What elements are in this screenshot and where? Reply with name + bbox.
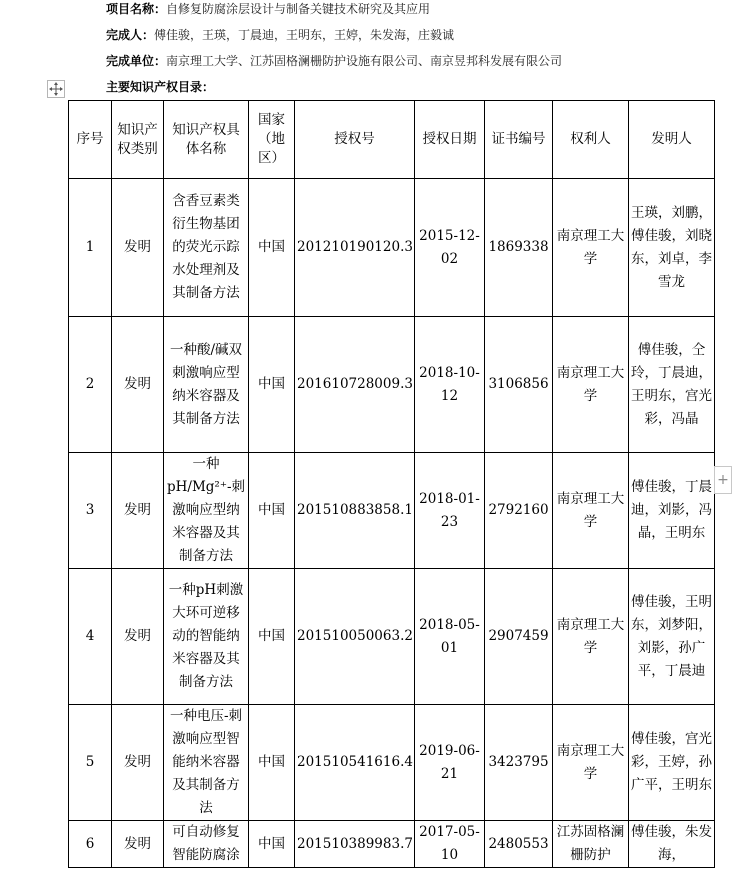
cell-no: 6 — [69, 821, 112, 868]
cell-name: 一种pH刺激大环可逆移动的智能纳米容器及其制备方法 — [164, 569, 249, 705]
table-row — [69, 569, 715, 705]
cell-country: 中国 — [249, 453, 295, 569]
cell-cert-no: 2907459 — [485, 569, 553, 705]
cell-inventors: 傅佳骏，宫光彩，王婷，孙广平，王明东 — [629, 705, 715, 821]
cell-auth-date: 2019-06-21 — [415, 705, 485, 821]
cell-inventors: 傅佳骏，丁晨迪，刘影，冯晶，王明东 — [629, 453, 715, 569]
ip-catalog-line — [106, 79, 214, 95]
plus-icon: + — [717, 472, 729, 488]
cell-name: 可自动修复智能防腐涂 — [164, 821, 249, 868]
completers-value: 傅佳骏，王瑛，丁晨迪，王明东，王婷，朱发海，庄毅诚 — [154, 28, 455, 42]
cell-owner: 南京理工大学 — [553, 179, 629, 317]
cell-inventors: 傅佳骏，仝玲，丁晨迪，王明东，宫光彩，冯晶 — [629, 317, 715, 453]
col-header-cert-no: 证书编号 — [485, 101, 553, 179]
col-header-no: 序号 — [69, 101, 112, 179]
cell-auth-date: 2017-05-10 — [415, 821, 485, 868]
cell-country: 中国 — [249, 179, 295, 317]
table-row — [69, 317, 715, 453]
cell-auth-no: 201510541616.4 — [295, 705, 415, 821]
col-header-auth-date: 授权日期 — [415, 101, 485, 179]
cell-auth-no: 201510050063.2 — [295, 569, 415, 705]
completers-label: 完成人： — [106, 28, 155, 42]
col-header-auth-no: 授权号 — [295, 101, 415, 179]
cell-no: 2 — [69, 317, 112, 453]
ip-catalog-label: 主要知识产权目录： — [106, 80, 215, 94]
cell-country: 中国 — [249, 821, 295, 868]
cell-owner: 南京理工大学 — [553, 705, 629, 821]
cell-owner: 南京理工大学 — [553, 453, 629, 569]
cell-auth-date: 2018-10-12 — [415, 317, 485, 453]
cell-cert-no: 3106856 — [485, 317, 553, 453]
cell-name: 一种酸/碱双刺激响应型纳米容器及其制备方法 — [164, 317, 249, 453]
cell-category: 发明 — [112, 705, 164, 821]
cell-cert-no: 2480553 — [485, 821, 553, 868]
cell-name: 一种pH/Mg²⁺-刺激响应型纳米容器及其制备方法 — [164, 453, 249, 569]
cell-auth-no: 201210190120.3 — [295, 179, 415, 317]
add-column-button[interactable] — [714, 466, 732, 494]
col-header-country: 国家（地区） — [249, 101, 295, 179]
col-header-owner: 权利人 — [553, 101, 629, 179]
cell-country: 中国 — [249, 317, 295, 453]
cell-category: 发明 — [112, 569, 164, 705]
cell-owner: 南京理工大学 — [553, 317, 629, 453]
col-header-category: 知识产权类别 — [112, 101, 164, 179]
cell-inventors: 傅佳骏，王明东，刘梦阳，刘影，孙广平，丁晨迪 — [629, 569, 715, 705]
units-line — [106, 53, 562, 69]
project-name-label: 项目名称： — [106, 2, 167, 16]
ip-table — [68, 100, 715, 868]
completers-line — [106, 27, 454, 43]
project-name-value: 自修复防腐涂层设计与制备关键技术研究及其应用 — [166, 2, 431, 16]
cell-cert-no: 2792160 — [485, 453, 553, 569]
cell-category: 发明 — [112, 317, 164, 453]
cell-no: 1 — [69, 179, 112, 317]
cell-owner: 南京理工大学 — [553, 569, 629, 705]
cell-inventors: 傅佳骏，朱发海， — [629, 821, 715, 868]
table-row — [69, 179, 715, 317]
cell-auth-no: 201610728009.3 — [295, 317, 415, 453]
cell-inventors: 王瑛，刘鹏，傅佳骏，刘晓东，刘卓，李雪龙 — [629, 179, 715, 317]
cell-country: 中国 — [249, 705, 295, 821]
cell-no: 4 — [69, 569, 112, 705]
table-row — [69, 821, 715, 868]
cell-cert-no: 3423795 — [485, 705, 553, 821]
cell-category: 发明 — [112, 821, 164, 868]
table-move-handle[interactable] — [47, 80, 65, 98]
cell-cert-no: 1869338 — [485, 179, 553, 317]
cell-no: 3 — [69, 453, 112, 569]
move-arrows-icon — [49, 82, 63, 96]
cell-auth-date: 2015-12-02 — [415, 179, 485, 317]
cell-name: 含香豆素类衍生物基团的荧光示踪水处理剂及其制备方法 — [164, 179, 249, 317]
col-header-inventors: 发明人 — [629, 101, 715, 179]
cell-name: 一种电压-刺激响应型智能纳米容器及其制备方法 — [164, 705, 249, 821]
project-name-line — [106, 1, 430, 17]
cell-auth-date: 2018-01-23 — [415, 453, 485, 569]
cell-auth-date: 2018-05-01 — [415, 569, 485, 705]
cell-owner: 江苏固格澜栅防护 — [553, 821, 629, 868]
cell-category: 发明 — [112, 179, 164, 317]
units-value: 南京理工大学、江苏固格澜栅防护设施有限公司、南京昱邦科发展有限公司 — [166, 54, 563, 68]
table-row — [69, 453, 715, 569]
cell-country: 中国 — [249, 569, 295, 705]
cell-category: 发明 — [112, 453, 164, 569]
cell-auth-no: 201510883858.1 — [295, 453, 415, 569]
col-header-name: 知识产权具体名称 — [164, 101, 249, 179]
table-header-row — [69, 101, 715, 179]
units-label: 完成单位： — [106, 54, 167, 68]
table-row — [69, 705, 715, 821]
cell-no: 5 — [69, 705, 112, 821]
cell-auth-no: 201510389983.7 — [295, 821, 415, 868]
